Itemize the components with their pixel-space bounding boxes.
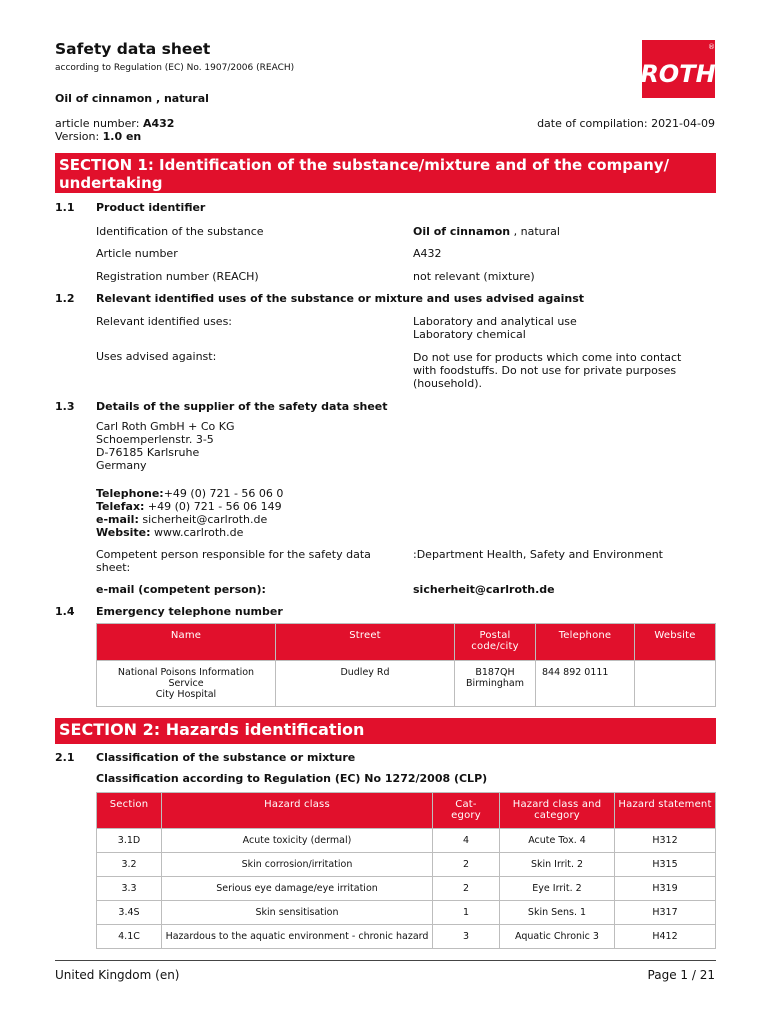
registered-mark: ® [708, 43, 715, 51]
advised-against-line: with foodstuffs. Do not use for private purposes [413, 364, 677, 377]
table-row [97, 661, 716, 707]
identified-uses-value [413, 315, 713, 341]
identification-value-bold: Oil of cinnamon [413, 225, 511, 238]
column-header: Hazard class [162, 793, 433, 829]
registration-value: not relevant (mixture) [413, 270, 535, 283]
section1-header [55, 153, 716, 193]
advised-against-line: (household). [413, 377, 482, 390]
column-header: Hazard statement [615, 793, 716, 829]
subsection-number: 1.4 [55, 605, 75, 618]
competent-person-value: :Department Health, Safety and Environment [413, 548, 663, 561]
table-header-row [97, 793, 716, 829]
column-header: Name [97, 624, 276, 661]
table-cell: 4 [433, 829, 500, 853]
uses-advised-against-label: Uses advised against: [96, 350, 217, 363]
table-cell: Aquatic Chronic 3 [500, 925, 615, 949]
table-cell: Skin Irrit. 2 [500, 853, 615, 877]
column-header: Telephone [536, 624, 635, 661]
registration-label: Registration number (REACH) [96, 270, 259, 283]
telefax-line [96, 500, 283, 513]
supplier-contact [96, 487, 283, 539]
table-cell: 2 [433, 853, 500, 877]
telefax-value: +49 (0) 721 - 56 06 149 [144, 500, 282, 513]
name-line: National Poisons Information [117, 667, 255, 678]
table-header-row [97, 624, 716, 661]
section2-header: SECTION 2: Hazards identification [55, 718, 716, 744]
article-number-row-value: A432 [413, 247, 442, 260]
table-cell: Acute Tox. 4 [500, 829, 615, 853]
name-line: Service [168, 678, 204, 689]
competent-label-line: sheet: [96, 561, 131, 574]
column-header: Hazard class and category [500, 793, 615, 829]
competent-label-line: Competent person responsible for the safety data [96, 548, 371, 561]
section1-title-line1: SECTION 1: Identification of the substance/mixture and of the company/ [59, 156, 670, 174]
competent-email-value: sicherheit@carlroth.de [413, 583, 555, 596]
postal-line: B187QH [475, 667, 515, 678]
table-cell: Hazardous to the aquatic environment - chronic hazard [162, 925, 433, 949]
emergency-postal [455, 661, 536, 707]
telefax-label: Telefax: [96, 500, 145, 513]
telephone-value: +49 (0) 721 - 56 06 0 [163, 487, 284, 500]
table-cell: Skin sensitisation [162, 901, 433, 925]
table-row [97, 925, 716, 949]
table-cell: 1 [433, 901, 500, 925]
emergency-telephone: 844 892 0111 [536, 661, 635, 707]
table-row [97, 829, 716, 853]
email-line [96, 513, 283, 526]
version-label: Version: [55, 130, 100, 143]
table-cell: 3.2 [97, 853, 162, 877]
table-cell: Skin corrosion/irritation [162, 853, 433, 877]
emergency-table [96, 623, 716, 707]
table-cell: 3.3 [97, 877, 162, 901]
table-cell: 3.1D [97, 829, 162, 853]
website-line [96, 526, 283, 539]
supplier-address [96, 420, 235, 472]
uses-advised-against-value [413, 351, 713, 390]
identification-label: Identification of the substance [96, 225, 264, 238]
subsection-title: Product identifier [96, 201, 206, 214]
table-row [97, 877, 716, 901]
table-cell: H315 [615, 853, 716, 877]
roth-logo [642, 40, 715, 98]
table-cell: H319 [615, 877, 716, 901]
table-cell: Skin Sens. 1 [500, 901, 615, 925]
identified-uses-label: Relevant identified uses: [96, 315, 233, 328]
clp-classification-title: Classification according to Regulation (EC) No 1272/2008 (CLP) [96, 772, 488, 785]
article-number-value: A432 [142, 117, 175, 130]
table-cell: Eye Irrit. 2 [500, 877, 615, 901]
identification-value-rest: , natural [510, 225, 560, 238]
subsection-number: 1.2 [55, 292, 75, 305]
table-cell: Acute toxicity (dermal) [162, 829, 433, 853]
address-line: Carl Roth GmbH + Co KG [96, 420, 235, 433]
telephone-line [96, 487, 283, 500]
section1-title-line2: undertaking [59, 174, 163, 192]
postal-line: Birmingham [466, 678, 524, 689]
article-number [55, 117, 174, 130]
hazard-classification-table [96, 792, 716, 949]
subsection-title: Emergency telephone number [96, 605, 283, 618]
subsection-title: Relevant identified uses of the substance or mixture and uses advised against [96, 292, 585, 305]
footer-locale: United Kingdom (en) [55, 968, 180, 982]
table-row [97, 853, 716, 877]
document-title: Safety data sheet [55, 40, 211, 58]
website-value: www.carlroth.de [150, 526, 244, 539]
table-cell: H312 [615, 829, 716, 853]
logo-text: ROTH [642, 60, 715, 88]
column-header: Street [276, 624, 455, 661]
product-name: Oil of cinnamon , natural [55, 92, 209, 105]
column-header: Cat-egory [433, 793, 500, 829]
address-line: Germany [96, 459, 147, 472]
name-line: City Hospital [155, 689, 217, 700]
table-row [97, 901, 716, 925]
website-label: Website: [96, 526, 151, 539]
subsection-title: Classification of the substance or mixture [96, 751, 356, 764]
table-cell: H412 [615, 925, 716, 949]
emergency-website [635, 661, 716, 707]
identified-use-1: Laboratory and analytical use [413, 315, 577, 328]
compilation-date: date of compilation: 2021-04-09 [537, 117, 715, 130]
subsection-number: 1.1 [55, 201, 75, 214]
email-label: e-mail: [96, 513, 139, 526]
identification-value [413, 225, 713, 238]
identified-use-2: Laboratory chemical [413, 328, 526, 341]
subsection-number: 1.3 [55, 400, 75, 413]
telephone-label: Telephone: [96, 487, 164, 500]
competent-person-label [96, 548, 406, 574]
table-cell: 2 [433, 877, 500, 901]
footer-divider [55, 960, 716, 961]
table-cell: 3.4S [97, 901, 162, 925]
table-cell: Serious eye damage/eye irritation [162, 877, 433, 901]
version [55, 130, 141, 143]
table-cell: H317 [615, 901, 716, 925]
address-line: Schoemperlenstr. 3-5 [96, 433, 214, 446]
column-header: Postal code/city [455, 624, 536, 661]
table-cell: 4.1C [97, 925, 162, 949]
subsection-number: 2.1 [55, 751, 75, 764]
emergency-street: Dudley Rd [276, 661, 455, 707]
document-subtitle: according to Regulation (EC) No. 1907/2006 (REACH) [55, 63, 295, 73]
column-header: Section [97, 793, 162, 829]
article-number-row-label: Article number [96, 247, 178, 260]
page-number: Page 1 / 21 [647, 968, 715, 982]
competent-email-label: e-mail (competent person): [96, 583, 266, 596]
advised-against-line: Do not use for products which come into contact [413, 351, 682, 364]
table-cell: 3 [433, 925, 500, 949]
subsection-title: Details of the supplier of the safety data sheet [96, 400, 388, 413]
emergency-name [97, 661, 276, 707]
version-value: 1.0 en [102, 130, 142, 143]
email-value: sicherheit@carlroth.de [138, 513, 268, 526]
article-number-label: article number: [55, 117, 140, 130]
address-line: D-76185 Karlsruhe [96, 446, 200, 459]
column-header: Website [635, 624, 716, 661]
